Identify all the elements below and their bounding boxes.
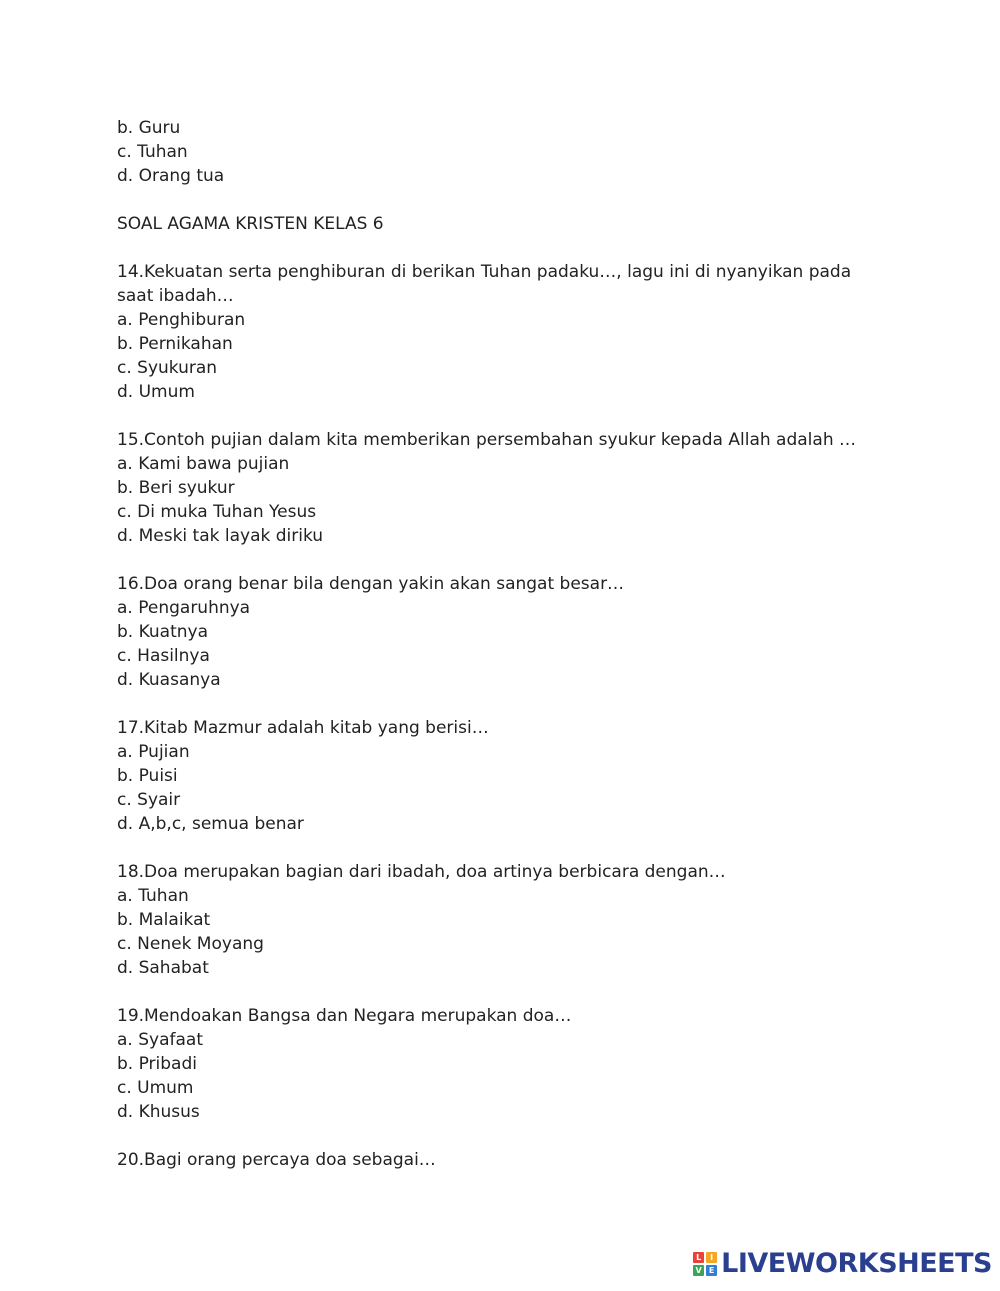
logo-blocks-icon	[693, 1252, 717, 1276]
section-title: SOAL AGAMA KRISTEN KELAS 6	[117, 214, 384, 234]
option-line: b. Pribadi	[117, 1054, 197, 1074]
option-line: b. Kuatnya	[117, 622, 209, 642]
option-line: b. Puisi	[117, 766, 178, 786]
worksheet-page	[117, 116, 887, 1172]
option-line: a. Pujian	[117, 742, 190, 762]
question-14	[117, 260, 887, 404]
logo-block: I	[706, 1252, 717, 1263]
option-line: c. Syukuran	[117, 358, 218, 378]
option-line: c. Tuhan	[117, 142, 188, 162]
option-line: d. Khusus	[117, 1102, 200, 1122]
option-line: b. Malaikat	[117, 910, 211, 930]
option-line: d. A,b,c, semua benar	[117, 814, 304, 834]
brand-name: LIVEWORKSHEETS	[721, 1248, 992, 1279]
question-text: 15.Contoh pujian dalam kita memberikan persembahan syukur kepada Allah adalah …	[117, 430, 856, 450]
question-text: 18.Doa merupakan bagian dari ibadah, doa artinya berbicara dengan…	[117, 862, 726, 882]
option-line: c. Hasilnya	[117, 646, 210, 666]
option-line: a. Pengaruhnya	[117, 598, 251, 618]
logo-block: E	[706, 1265, 717, 1276]
question-text: 14.Kekuatan serta penghiburan di berikan Tuhan padaku…, lagu ini di nyanyikan pada saat ibadah…	[117, 262, 852, 306]
logo-block: L	[693, 1252, 704, 1263]
question-17	[117, 716, 887, 836]
option-line: a. Kami bawa pujian	[117, 454, 290, 474]
option-line: c. Syair	[117, 790, 181, 810]
logo-block: V	[693, 1265, 704, 1276]
option-line: c. Umum	[117, 1078, 194, 1098]
option-line: d. Meski tak layak diriku	[117, 526, 324, 546]
option-line: b. Guru	[117, 118, 181, 138]
option-line: a. Tuhan	[117, 886, 189, 906]
question-16	[117, 572, 887, 692]
question-18	[117, 860, 887, 980]
question-15	[117, 428, 887, 548]
option-line: a. Syafaat	[117, 1030, 203, 1050]
option-line: a. Penghiburan	[117, 310, 246, 330]
option-line: d. Orang tua	[117, 166, 225, 186]
option-line: d. Umum	[117, 382, 195, 402]
question-19	[117, 1004, 887, 1124]
question-text: 20.Bagi orang percaya doa sebagai…	[117, 1150, 436, 1170]
option-line: b. Beri syukur	[117, 478, 235, 498]
liveworksheets-logo	[693, 1248, 992, 1279]
question-text: 19.Mendoakan Bangsa dan Negara merupakan doa…	[117, 1006, 572, 1026]
option-line: b. Pernikahan	[117, 334, 233, 354]
option-line: d. Kuasanya	[117, 670, 221, 690]
question-text: 17.Kitab Mazmur adalah kitab yang berisi…	[117, 718, 489, 738]
option-line: d. Sahabat	[117, 958, 209, 978]
option-line: c. Nenek Moyang	[117, 934, 264, 954]
option-line: c. Di muka Tuhan Yesus	[117, 502, 317, 522]
question-text: 16.Doa orang benar bila dengan yakin akan sangat besar…	[117, 574, 625, 594]
